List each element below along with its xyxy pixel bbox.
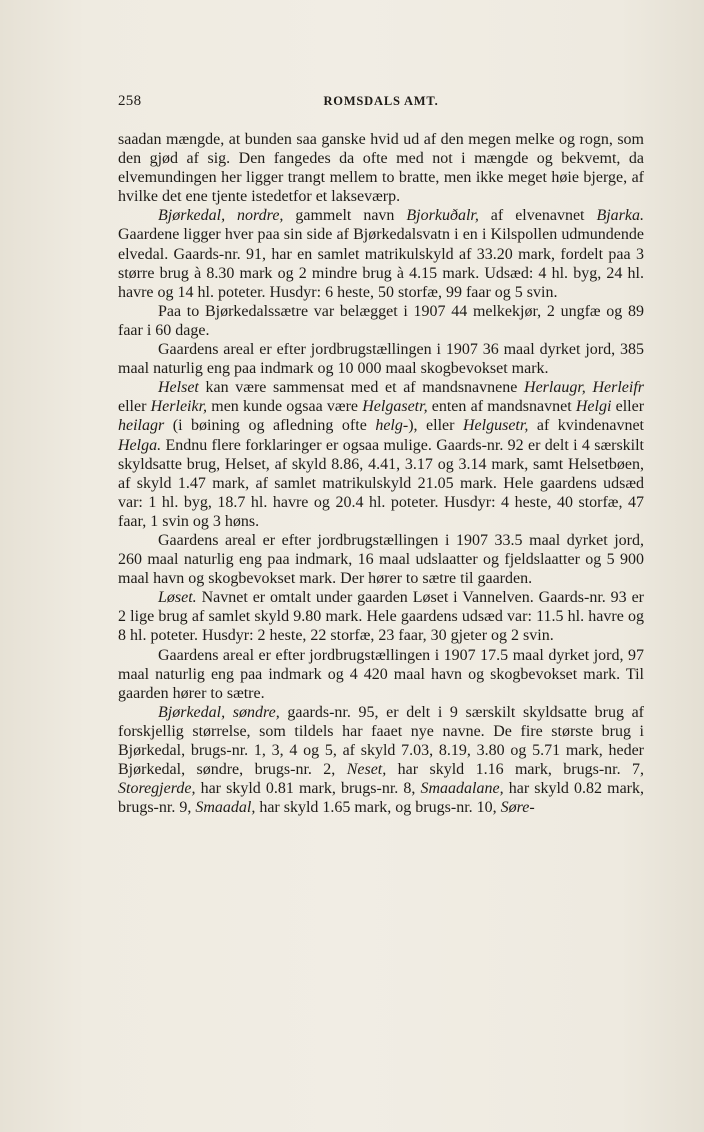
- paragraph-saetre: Paa to Bjørkedalssætre var belægget i 1907 44 melkekjør, 2 ungfæ og 89 faar i 60 dage.: [118, 302, 644, 339]
- paragraph-areal-92: Gaardens areal er efter jordbrugstællingen i 1907 33.5 maal dyrket jord, 260 maal naturlig eng paa indmark, 16 maal udslaatter og fjeldslaatter og 5 900 maal havn og skogbevokset mark. Der hører to sætre til gaarden.: [118, 531, 644, 588]
- paragraph-areal-91: Gaardens areal er efter jordbrugstællingen i 1907 36 maal dyrket jord, 385 maal naturlig eng paa indmark og 10 000 maal skogbevokset mark.: [118, 341, 644, 378]
- paragraph-bjorkedal-sondre: Bjørkedal, søndre, gaards-nr. 95, er delt i 9 særskilt skyldsatte brug af forskjellig størrelse, som tildels har faaet nye navne. De fire største brug i Bjørkedal, brugs-nr. 1, 3, 4 og 5, af skyld 7.03, 8.19, 3.80 og 5.71 mark, heder Bjørkedal, søndre, brugs-nr. 2, Neset, har skyld 1.16 mark, brugs-nr. 7, Storegjerde, har skyld 0.81 mark, brugs-nr. 8, Smaadalane, har skyld 0.82 mark, brugs-nr. 9, Smaadal, har skyld 1.65 mark, og brugs-nr. 10, Søre-: [118, 703, 645, 817]
- river-name: Bjarka.: [596, 207, 644, 225]
- paragraph-continuation: saadan mængde, at bunden saa ganske hvid ud af den megen melke og rogn, som den gjød af sig. Den fangedes da ofte med not i mængde og bekvemt, da elvemundingen her ligger trangt mellem to bratte, men ikke meget høie bjerge, af hvilke det ene tjente istedetfor et lakseværp.: [118, 131, 644, 206]
- paragraph-bjorkedal-nordre: Bjørkedal, nordre, gammelt navn Bjorkuðalr, af elvenavnet Bjarka. Gaardene ligger hver paa sin side af Bjørkedalsvatn i en i Kilspollen udmundende elvedal. Gaards-nr. 91, har en samlet matrikulskyld af 33.20 mark, fordelt paa 3 større brug à 8.30 mark og 2 mindre brug à 4.15 mark. Udsæd: 4 hl. byg, 24 hl. havre og 14 hl. poteter. Husdyr: 6 heste, 50 storfæ, 99 faar og 5 svin.: [118, 207, 644, 301]
- paragraph-helset: Helset kan være sammensat med et af mandsnavnene Herlaugr, Herleifr eller Herleikr, men kunde ogsaa være Helgasetr, enten af mandsnavnet Helgi eller heilagr (i bøining og afledning ofte helg-), eller Helgusetr, af kvindenavnet Helga. Endnu flere forklaringer er ogsaa mulige. Gaards-nr. 92 er delt i 4 særskilt skyldsatte brug, Helset, af skyld 8.86, 4.41, 3.17 og 3.14 mark, samt Helsetbøen, af skyld 1.47 mark, af samlet matrikulskyld 21.05 mark. Hele gaardens udsæd var: 1 hl. byg, 18.7 hl. havre og 20.4 hl. poteter. Husdyr: 4 heste, 40 storfæ, 47 faar, 1 svin og 3 høns.: [118, 379, 645, 530]
- paragraph-areal-93: Gaardens areal er efter jordbrugstællingen i 1907 17.5 maal dyrket jord, 97 maal naturlig eng paa indmark og 4 420 maal havn og skogbevokset mark. Til gaarden hører to sætre.: [118, 646, 644, 702]
- farm-name: Løset.: [158, 589, 197, 607]
- page-header: [118, 93, 644, 115]
- running-title: ROMSDALS AMT.: [323, 94, 439, 108]
- page-number: 258: [118, 93, 142, 109]
- farm-name: Bjørkedal, søndre,: [158, 703, 280, 721]
- farm-name: Bjørkedal, nordre,: [158, 207, 284, 225]
- old-name: Bjorkuðalr,: [406, 207, 479, 225]
- paragraph-loset: Løset. Navnet er omtalt under gaarden Løset i Vannelven. Gaards-nr. 93 er 2 lige brug af samlet skyld 9.80 mark. Hele gaardens udsæd var: 11.5 hl. havre og 8 hl. poteter. Husdyr: 2 heste, 22 storfæ, 23 faar, 30 gjeter og 2 svin.: [118, 589, 645, 645]
- farm-name: Helset: [158, 379, 199, 397]
- body-text: [118, 130, 644, 817]
